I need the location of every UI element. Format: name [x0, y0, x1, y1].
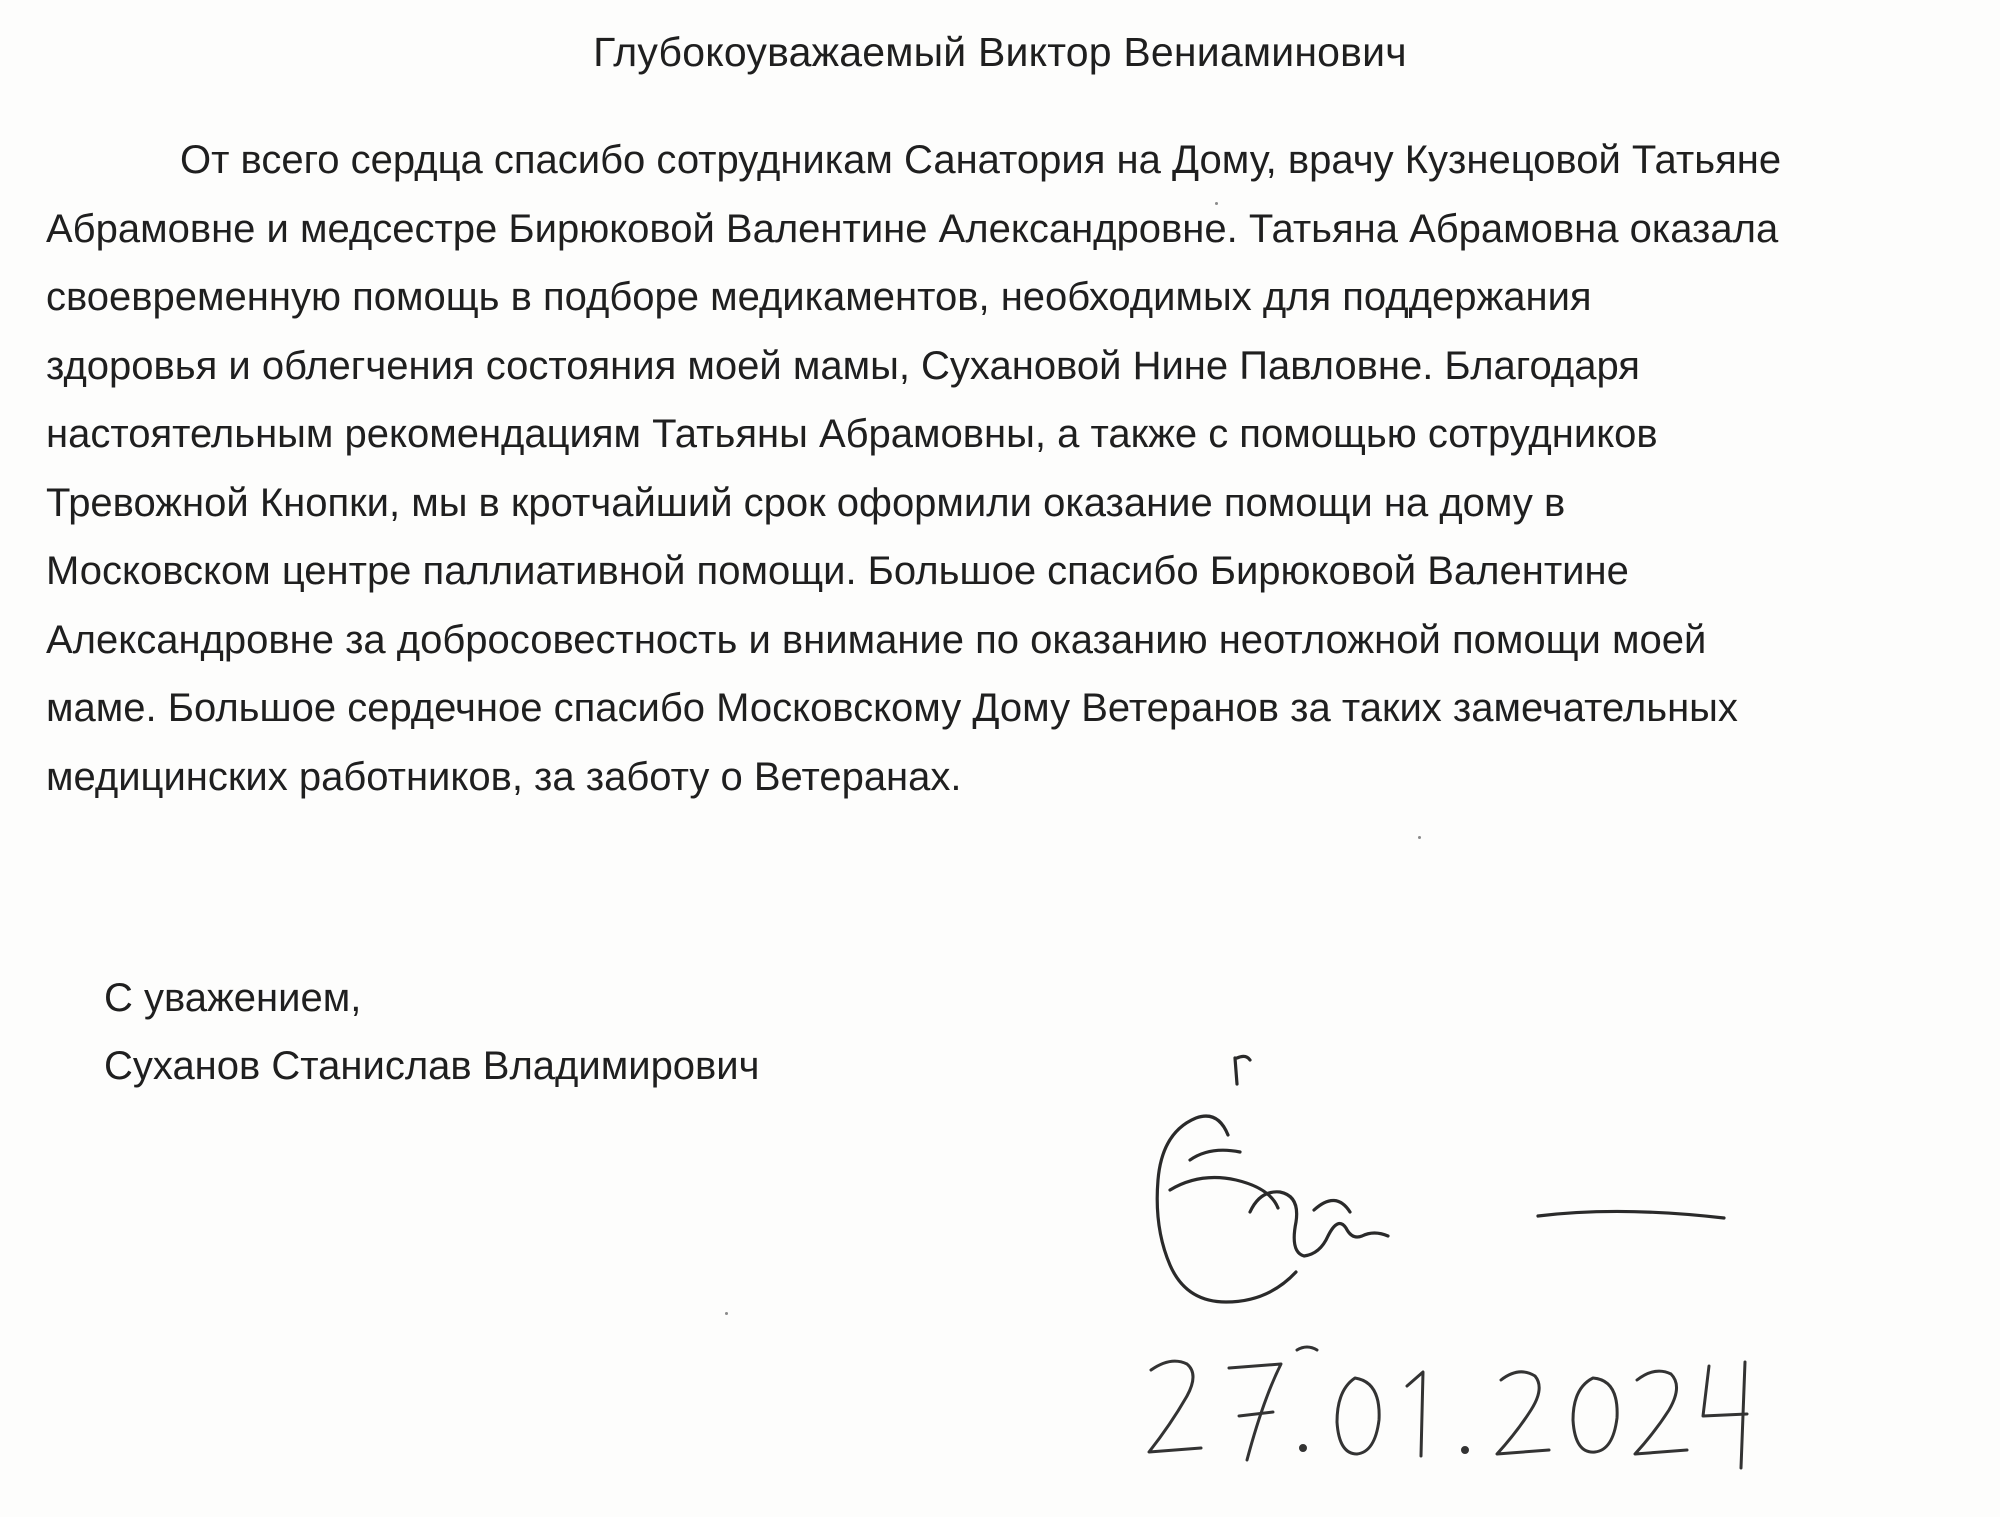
handwritten-date [1125, 1330, 1785, 1490]
body-line: настоятельным рекомендациям Татьяны Абрамовны, а также с помощью сотрудников [46, 412, 1658, 456]
handwritten-signature [1100, 1040, 1740, 1330]
body-line: Александровне за добросовестность и внимание по оказанию неотложной помощи моей [46, 617, 1707, 662]
body-line: Московском центре паллиативной помощи. Большое спасибо Бирюковой Валентине [46, 549, 1629, 593]
body-line: маме. Большое сердечное спасибо Московскому Дому Ветеранов за таких замечательных [46, 686, 1738, 730]
body-line: От всего сердца спасибо сотрудникам Санатория на Дому, врачу Кузнецовой Татьяне [180, 138, 1782, 182]
scan-speck [725, 1312, 728, 1315]
salutation: Глубокоуважаемый Виктор Вениаминович [593, 29, 1407, 75]
closing-phrase: С уважением, [104, 976, 362, 1020]
scan-speck [1418, 836, 1421, 839]
body-line: медицинских работников, за заботу о Ветеранах. [46, 754, 962, 799]
body-line: Тревожной Кнопки, мы в кротчайший срок оформили оказание помощи на дому в [46, 480, 1566, 525]
letter-body [46, 126, 1966, 811]
body-line: здоровья и облегчения состояния моей мамы, Сухановой Нине Павловне. Благодаря [46, 343, 1640, 388]
sender-name: Суханов Станислав Владимирович [104, 1044, 760, 1088]
scan-speck [1215, 202, 1218, 205]
closing-block [104, 964, 760, 1100]
body-line: своевременную помощь в подборе медикаментов, необходимых для поддержания [46, 275, 1592, 319]
body-line: Абрамовне и медсестре Бирюковой Валентине Александровне. Татьяна Абрамовна оказала [46, 206, 1779, 251]
